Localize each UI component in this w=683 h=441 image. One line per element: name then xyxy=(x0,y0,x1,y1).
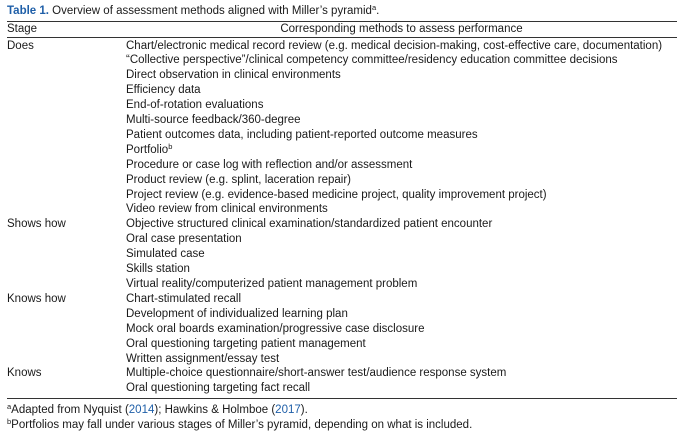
method-item: Written assignment/essay test xyxy=(126,352,280,365)
method-list xyxy=(126,366,677,396)
method-item: Oral questioning targeting patient management xyxy=(126,337,366,350)
method-item: Mock oral boards examination/progressive case disclosure xyxy=(126,322,425,335)
footnote-a-prefix: Adapted from Nyquist ( xyxy=(11,404,129,417)
method-item: Patient outcomes data, including patient-reported outcome measures xyxy=(126,128,478,141)
method-item-portfolio xyxy=(126,143,677,158)
footnote-a-middle: ); Hawkins & Holmboe ( xyxy=(154,404,276,417)
table-header-row xyxy=(7,22,677,37)
method-item: Efficiency data xyxy=(126,84,201,97)
stage-label: Knows how xyxy=(7,292,66,305)
method-item: Project review (e.g. evidence-based medicine project, quality improvement project) xyxy=(126,188,547,201)
header-stage: Stage xyxy=(7,23,38,35)
stage-group-knows-how xyxy=(7,292,677,367)
method-list xyxy=(126,292,677,367)
method-item: Direct observation in clinical environments xyxy=(126,69,341,82)
stage-group-does xyxy=(7,39,677,218)
method-item: Oral case presentation xyxy=(126,233,242,246)
method-list xyxy=(126,217,677,292)
caption-period: . xyxy=(376,5,380,17)
portfolio-footnote-marker[interactable]: b xyxy=(168,141,173,151)
table-caption xyxy=(7,3,677,19)
method-item: End-of-rotation evaluations xyxy=(126,99,264,112)
method-item: Virtual reality/computerized patient management problem xyxy=(126,278,418,290)
method-item: Oral questioning targeting fact recall xyxy=(126,382,311,395)
method-item: Multiple-choice questionnaire/short-answer test/audience response system xyxy=(126,367,507,380)
table-number: Table 1. xyxy=(7,5,49,17)
footnote-b xyxy=(7,418,677,433)
table-title: Overview of assessment methods aligned with Miller’s pyramid xyxy=(52,5,372,17)
footnote-b-text: Portfolios may fall under various stages of Miller’s pyramid, depending on what is included. xyxy=(11,418,473,431)
header-methods: Corresponding methods to assess performance xyxy=(280,23,523,35)
stage-group-knows xyxy=(7,366,677,396)
method-item: Chart/electronic medical record review (e.g. medical decision-making, cost-effective care, documentation) xyxy=(126,39,663,52)
footnote-a-suffix: ). xyxy=(300,404,308,417)
method-item: Chart-stimulated recall xyxy=(126,292,242,305)
table-page xyxy=(7,3,677,432)
stage-label: Shows how xyxy=(7,218,66,231)
method-item: Video review from clinical environments xyxy=(126,203,328,216)
method-item: Procedure or case log with reflection and/or assessment xyxy=(126,158,413,171)
stage-label: Does xyxy=(7,39,34,52)
stage-group-shows-how xyxy=(7,217,677,292)
footnote-a xyxy=(7,403,677,418)
method-item: “Collective perspective”/clinical competency committee/residency education committee decisions xyxy=(126,54,618,67)
method-item: Development of individualized learning plan xyxy=(126,307,348,320)
method-item: Skills station xyxy=(126,263,190,276)
method-item-text: Portfolio xyxy=(126,143,169,156)
stage-label: Knows xyxy=(7,367,42,380)
table-footnotes xyxy=(7,403,677,432)
table-bottom-rule xyxy=(7,398,677,399)
table-body xyxy=(7,38,677,397)
method-item: Multi-source feedback/360-degree xyxy=(126,114,301,127)
citation-link-2014[interactable]: 2014 xyxy=(128,404,155,417)
citation-link-2017[interactable]: 2017 xyxy=(275,404,301,417)
footnote-a-marker: a xyxy=(7,402,12,412)
method-item: Objective structured clinical examination/standardized patient encounter xyxy=(126,218,493,231)
method-item: Simulated case xyxy=(126,248,205,261)
method-list xyxy=(126,39,677,218)
method-item: Product review (e.g. splint, laceration repair) xyxy=(126,173,351,186)
caption-footnote-marker[interactable]: a xyxy=(371,3,377,12)
footnote-b-marker: b xyxy=(7,416,12,426)
